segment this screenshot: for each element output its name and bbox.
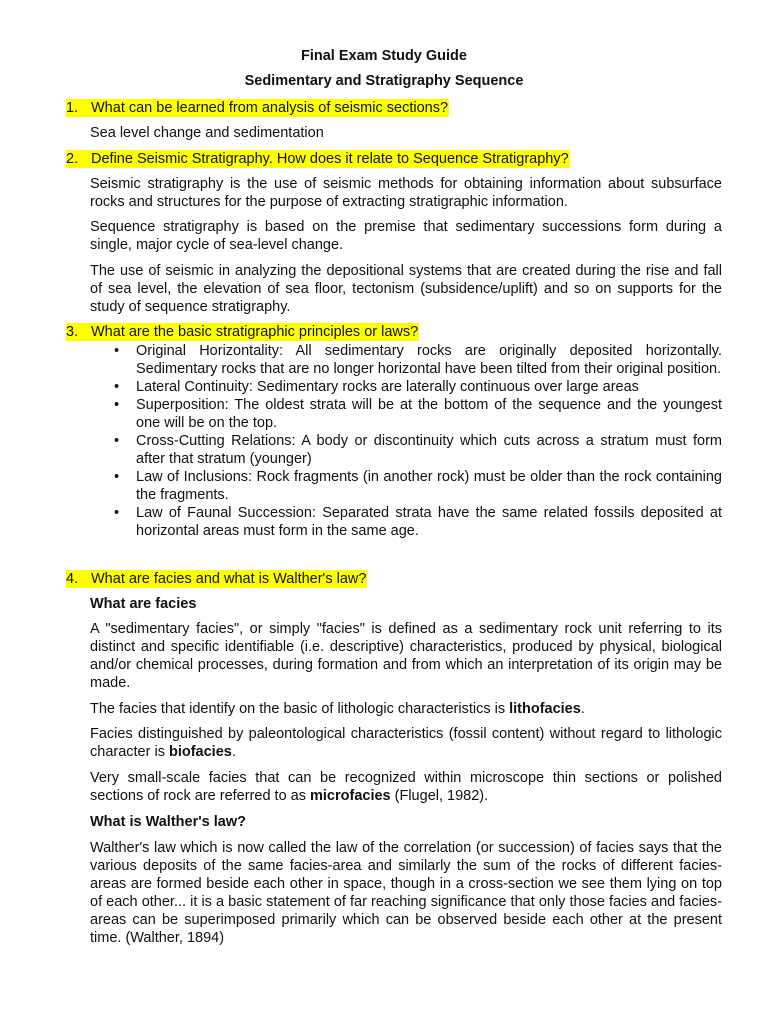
answer-2-paragraph-2: Sequence stratigraphy is based on the premise that sedimentary successions form during a single, major cycle of sea-level change. — [90, 219, 722, 253]
list-item — [110, 378, 722, 396]
bullet-icon: • — [114, 469, 120, 485]
question-1-number: 1. — [66, 100, 79, 116]
list-item — [110, 396, 722, 432]
list-item — [110, 468, 722, 504]
facies-heading: What are facies — [90, 596, 197, 612]
bullet-icon: • — [114, 505, 120, 521]
paragraph-text: (Flugel, 1982). — [390, 788, 489, 804]
principles-list — [110, 342, 722, 540]
answer-1: Sea level change and sedimentation — [90, 125, 324, 141]
paragraph-text: The facies that identify on the basic of lithologic characteristics is — [90, 701, 510, 717]
document-title: Final Exam Study Guide — [301, 48, 467, 64]
question-2 — [66, 150, 570, 168]
bullet-icon: • — [114, 379, 120, 395]
paragraph-text: Facies distinguished by paleontological characteristics (fossil content) without regard to lithologic character is — [90, 726, 722, 760]
bullet-icon: • — [114, 433, 120, 449]
question-4 — [66, 570, 367, 588]
list-item-text: Superposition: The oldest strata will be at the bottom of the sequence and the youngest one will be on the top. — [136, 397, 722, 431]
paragraph-text: Very small-scale facies that can be recognized within microscope thin sections or polished sections of rock are referred to as — [90, 770, 722, 804]
list-item — [110, 504, 722, 540]
question-4-text: What are facies and what is Walther's law? — [91, 571, 367, 587]
document-subtitle: Sedimentary and Stratigraphy Sequence — [244, 73, 524, 89]
bullet-icon: • — [114, 343, 120, 359]
answer-4-paragraph-4 — [90, 769, 722, 805]
paragraph-text: . — [580, 701, 585, 717]
microfacies-term: microfacies — [310, 788, 391, 804]
question-2-highlight — [66, 150, 570, 168]
list-item — [110, 432, 722, 468]
list-item — [110, 342, 722, 378]
answer-4-paragraph-3 — [90, 725, 722, 761]
answer-2-paragraph-3: The use of seismic in analyzing the depositional systems that are created during the rise and fall of sea level, the elevation of sea floor, tectonism (subsidence/uplift) and so on supports for the study of sequence stratigraphy. — [90, 263, 722, 315]
question-3-text: What are the basic stratigraphic principles or laws? — [91, 324, 419, 340]
question-4-number: 4. — [66, 571, 79, 587]
list-item-text: Cross-Cutting Relations: A body or discontinuity which cuts across a stratum must form after that stratum (younger) — [136, 433, 722, 467]
answer-4-paragraph-1: A "sedimentary facies", or simply "facies" is defined as a sedimentary rock unit referring to its distinct and specific identifiable (i.e. descriptive) characteristics, produced by physical, biological and/or chemical processes, during formation and from which an interpretation of its origin may be made. — [90, 621, 722, 691]
question-3-highlight — [66, 323, 419, 341]
paragraph-text: . — [231, 744, 236, 760]
biofacies-term: biofacies — [168, 744, 232, 760]
question-2-number: 2. — [66, 151, 79, 167]
question-4-highlight — [66, 570, 367, 588]
question-1 — [66, 99, 449, 117]
list-item-text: Law of Inclusions: Rock fragments (in another rock) must be older than the rock containing the fragments. — [136, 469, 722, 503]
answer-2-paragraph-1: Seismic stratigraphy is the use of seismic methods for obtaining information about subsurface rocks and structures for the purpose of extracting stratigraphic information. — [90, 176, 722, 210]
question-1-highlight — [66, 99, 449, 117]
list-item-text: Original Horizontality: All sedimentary rocks are originally deposited horizontally. Sedimentary rocks that are no longer horizontal have been tilted from their original position. — [136, 343, 722, 377]
bullet-icon: • — [114, 397, 120, 413]
lithofacies-term: lithofacies — [509, 701, 581, 717]
list-item-text: Law of Faunal Succession: Separated strata have the same related fossils deposited at horizontal areas must form in the same age. — [136, 505, 722, 539]
answer-4-paragraph-5: Walther's law which is now called the law of the correlation (or succession) of facies says that the various deposits of the same facies-area and similarly the sum of the rocks of different facies-areas are formed beside each other in space, though in a cross-section we see them lying on top of each other... it is a basic statement of far reaching significance that only those facies and facies-areas can be superimposed primarily which can be observed beside each other at the present time. (Walther, 1894) — [90, 840, 722, 946]
question-1-text: What can be learned from analysis of seismic sections? — [91, 100, 449, 116]
list-item-text: Lateral Continuity: Sedimentary rocks are laterally continuous over large areas — [136, 379, 639, 395]
answer-4-paragraph-2 — [90, 700, 722, 718]
question-2-text: Define Seismic Stratigraphy. How does it relate to Sequence Stratigraphy? — [91, 151, 569, 167]
walthers-law-heading: What is Walther's law? — [90, 814, 246, 830]
question-3 — [66, 323, 419, 341]
question-3-number: 3. — [66, 324, 79, 340]
